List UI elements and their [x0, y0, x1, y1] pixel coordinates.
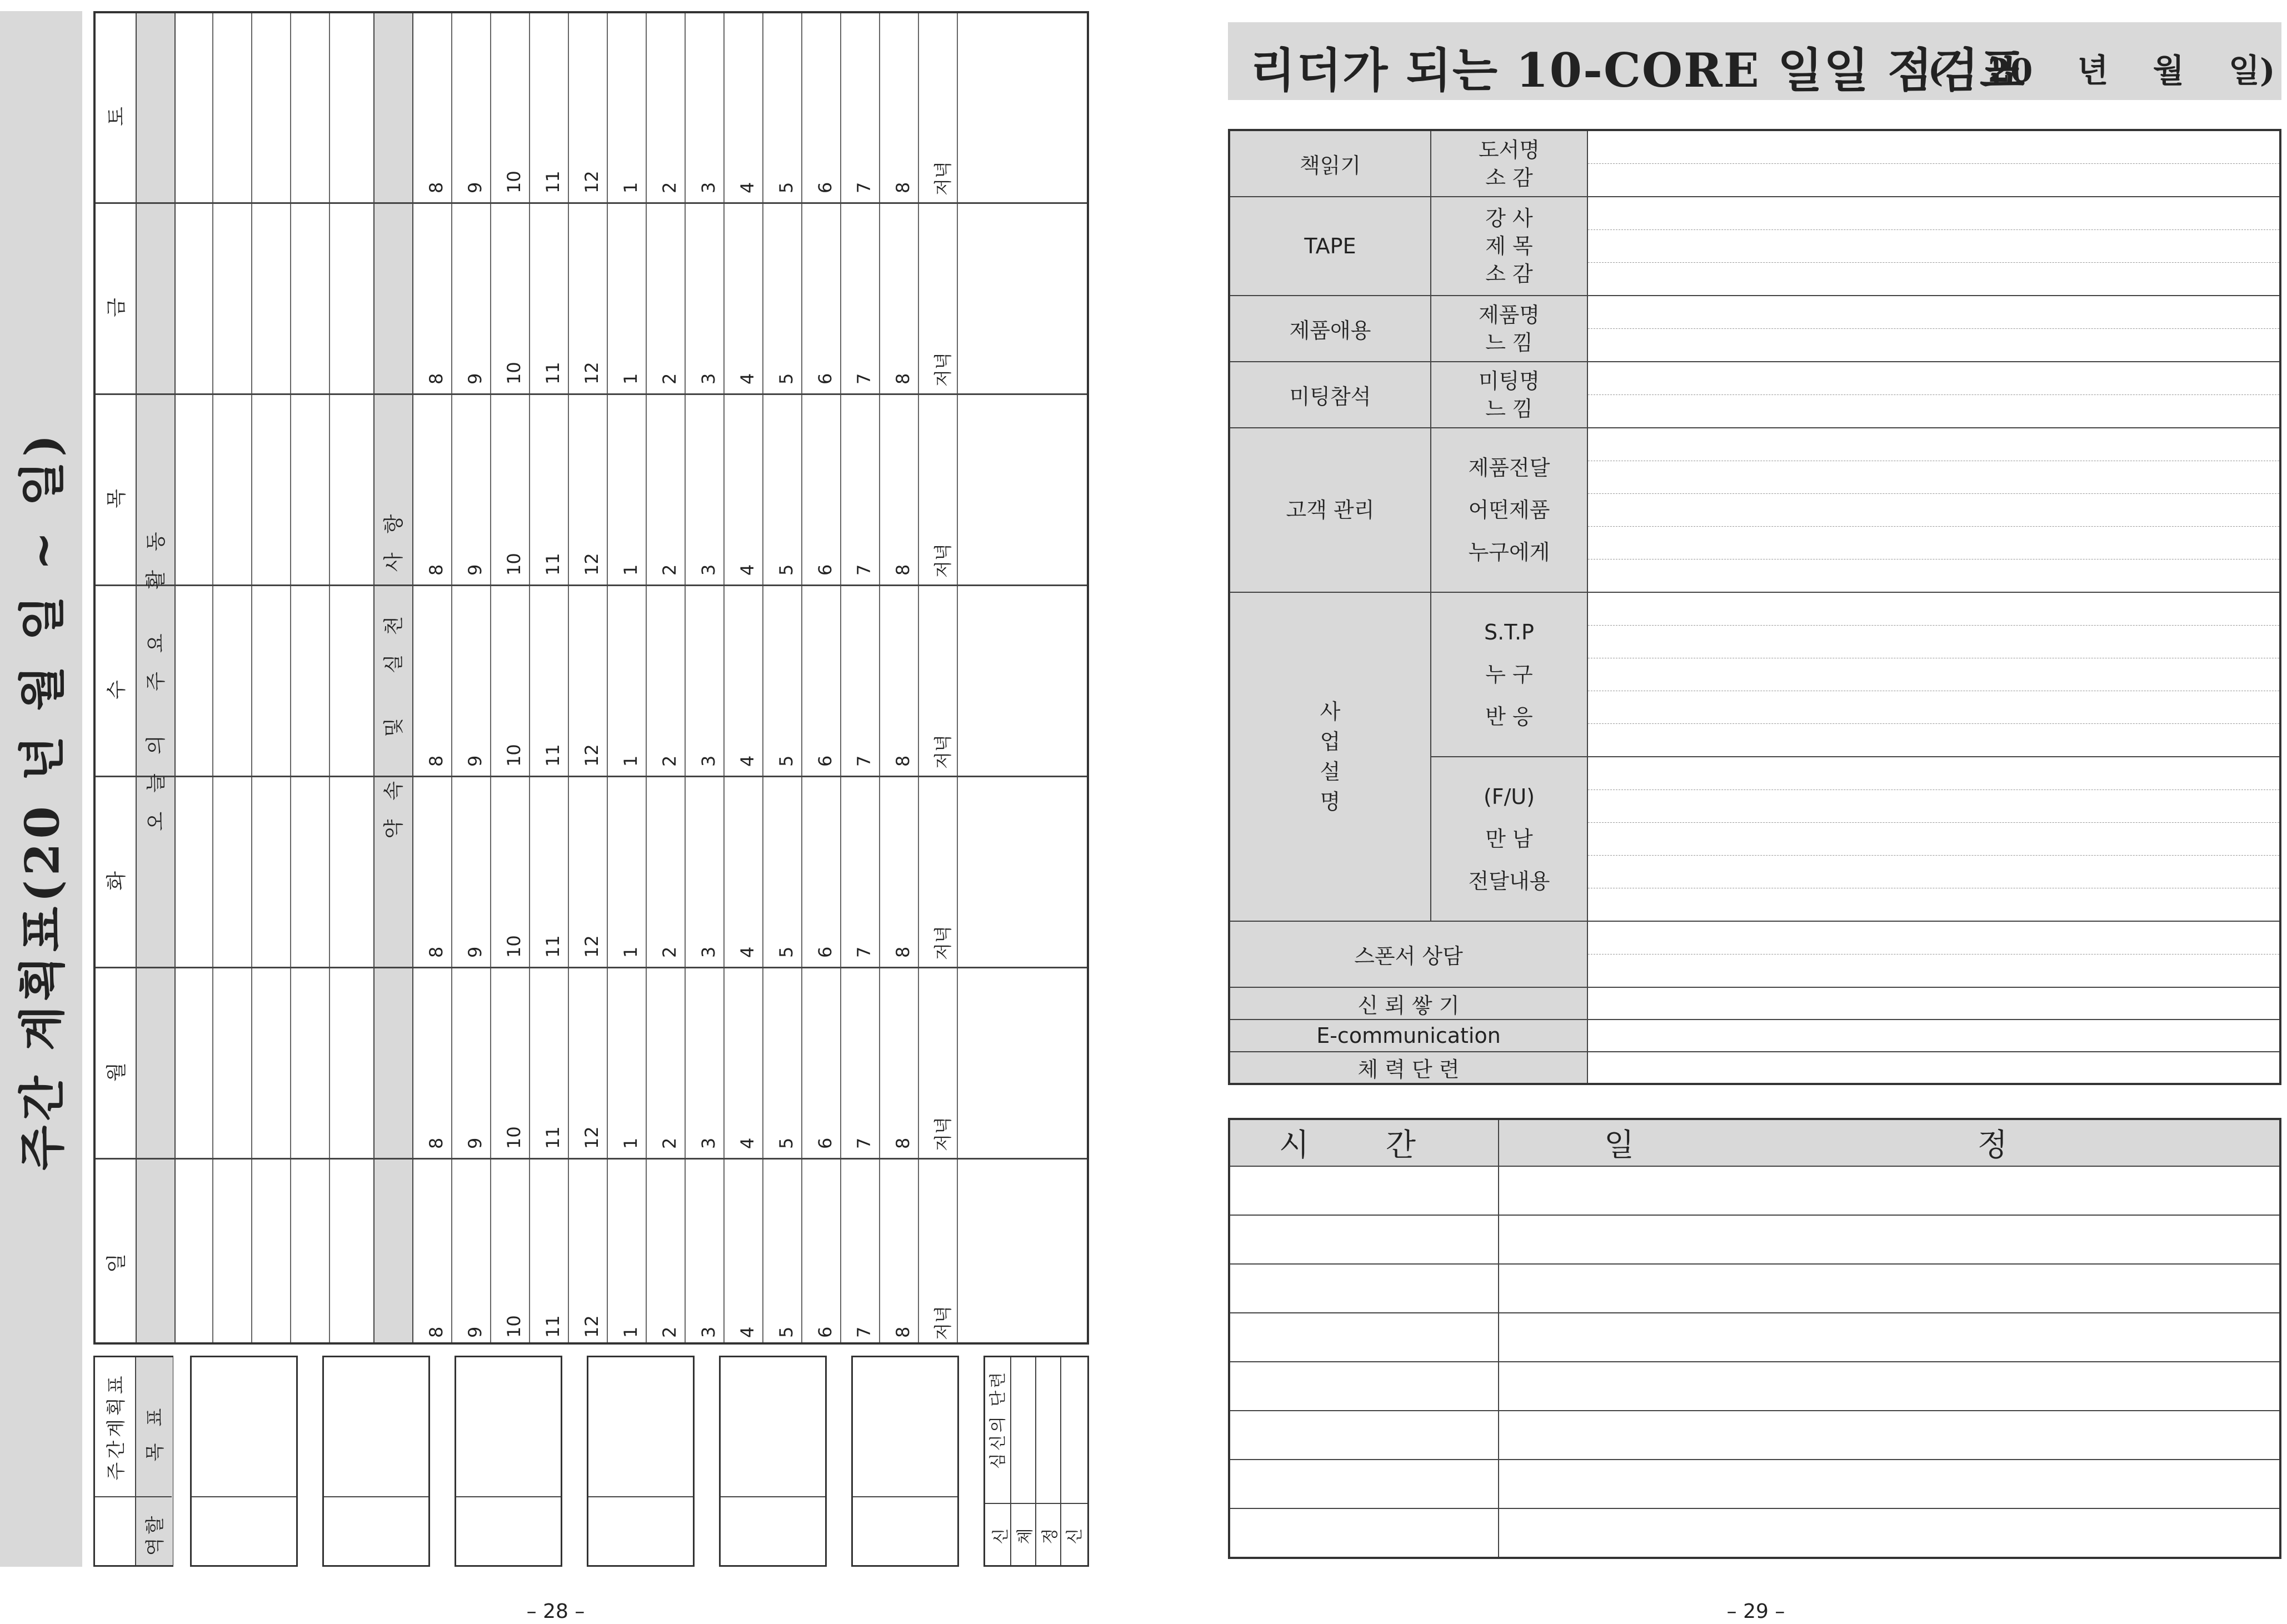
- hour-label: 1: [620, 1326, 641, 1338]
- hour-label: 9: [465, 1326, 486, 1338]
- hour-label: 10: [503, 1315, 525, 1338]
- goal-box-2[interactable]: [322, 1356, 430, 1567]
- hour-label: 4: [737, 1326, 758, 1338]
- hour-label: 7: [853, 1326, 875, 1338]
- hour-label: 2: [659, 182, 680, 193]
- promise-label: 약속 및 실천 사항: [382, 495, 406, 839]
- hour-label: 6: [815, 755, 836, 767]
- hour-label: 9: [465, 755, 486, 767]
- date-label: ( 20 년 월 일): [1928, 52, 2275, 89]
- schedule-time-header: 시 간: [1229, 1119, 1499, 1166]
- hour-label: 8: [892, 1326, 913, 1338]
- hour-label: 10: [503, 744, 525, 767]
- hour-label: 4: [737, 946, 758, 958]
- training-label: 심신의 단련: [988, 1370, 1008, 1470]
- day-label-mon: 월: [105, 1062, 128, 1082]
- hour-label: 2: [659, 373, 680, 384]
- weekly-plan-label: 주간계획표: [105, 1372, 128, 1481]
- sponsor-lines[interactable]: [1587, 921, 2280, 987]
- page-number-left: – 28 –: [526, 1600, 585, 1623]
- hour-label: 2: [659, 1326, 680, 1338]
- goal-box-3[interactable]: [455, 1356, 562, 1567]
- hour-label: 저녁: [932, 352, 953, 387]
- product-lines[interactable]: [1587, 296, 2280, 362]
- hour-label: 10: [503, 553, 525, 576]
- customer-lines[interactable]: [1587, 428, 2280, 592]
- tape-lines[interactable]: [1587, 197, 2280, 296]
- hour-label: 11: [542, 362, 563, 384]
- hour-label: 4: [737, 564, 758, 576]
- hour-label: 8: [426, 1326, 447, 1338]
- hour-label: 12: [581, 1315, 602, 1338]
- fitness-line[interactable]: [1587, 1052, 2280, 1084]
- hour-label: 7: [853, 564, 875, 576]
- hour-label: 7: [853, 1137, 875, 1149]
- hour-label: 8: [426, 1137, 447, 1149]
- hour-label: 2: [659, 755, 680, 767]
- hour-label: 4: [737, 1137, 758, 1149]
- hour-label: 3: [698, 564, 719, 576]
- hour-label: 5: [776, 1137, 797, 1149]
- weekly-grid: [93, 11, 1089, 1345]
- schedule-row[interactable]: [1229, 1215, 2280, 1264]
- page-title-right: 리더가 되는 10-CORE 일일 점검표: [1250, 43, 2026, 98]
- hour-label: 9: [465, 1137, 486, 1149]
- hour-label: 6: [815, 946, 836, 958]
- goal-label: 목표: [144, 1391, 167, 1462]
- hour-label: 8: [892, 755, 913, 767]
- hour-label: 12: [581, 935, 602, 958]
- trust-line[interactable]: [1587, 987, 2280, 1020]
- hour-label: 저녁: [932, 543, 953, 578]
- hour-label: 10: [503, 935, 525, 958]
- hour-label: 11: [542, 171, 563, 193]
- hour-label: 1: [620, 373, 641, 384]
- schedule-row[interactable]: [1229, 1362, 2280, 1411]
- hour-label: 8: [892, 564, 913, 576]
- goal-box-4[interactable]: [587, 1356, 695, 1567]
- hour-label: 10: [503, 171, 525, 193]
- hour-label: 5: [776, 373, 797, 384]
- hour-label: 7: [853, 182, 875, 193]
- day-label-sat: 토: [105, 107, 128, 126]
- hour-label: 8: [426, 373, 447, 384]
- hour-label: 3: [698, 946, 719, 958]
- hour-label: 1: [620, 946, 641, 958]
- reading-lines[interactable]: [1587, 130, 2280, 197]
- hour-label: 9: [465, 564, 486, 576]
- hour-label: 7: [853, 755, 875, 767]
- cat-product-use: 제품애용: [1229, 296, 1431, 362]
- hour-label: 4: [737, 373, 758, 384]
- hour-label: 2: [659, 1137, 680, 1149]
- hour-label: 3: [698, 182, 719, 193]
- hour-label: 8: [892, 373, 913, 384]
- hour-label: 10: [503, 362, 525, 384]
- training-item-4: 신: [1065, 1528, 1085, 1545]
- training-item-3: 정: [1041, 1528, 1060, 1545]
- schedule-plan-header: 일 정: [1499, 1119, 2280, 1166]
- hour-label: 9: [465, 946, 486, 958]
- goal-box-5[interactable]: [719, 1356, 827, 1567]
- hour-label: 저녁: [932, 1306, 953, 1340]
- hour-label: 8: [426, 755, 447, 767]
- sponsor-label: 스폰서 상담: [1229, 921, 1587, 987]
- page-title-left: 주간 계획표(20 년 월 일 ~ 일): [14, 430, 70, 1171]
- hour-label: 6: [815, 1137, 836, 1149]
- day-label-fri: 금: [105, 298, 128, 317]
- cat-tape: TAPE: [1229, 197, 1431, 296]
- hour-label: 6: [815, 373, 836, 384]
- hour-label: 11: [542, 744, 563, 767]
- hour-label: 3: [698, 1326, 719, 1338]
- hour-label: 12: [581, 171, 602, 193]
- training-item-1: 신: [991, 1528, 1011, 1545]
- training-box: [983, 1356, 1089, 1567]
- cat-meeting: 미팅참석: [1229, 362, 1431, 428]
- day-label-thu: 목: [105, 489, 128, 508]
- schedule-row[interactable]: [1229, 1411, 2280, 1460]
- hour-label: 11: [542, 553, 563, 576]
- hour-label: 저녁: [932, 734, 953, 769]
- hour-label: 1: [620, 182, 641, 193]
- day-label-sun: 일: [105, 1253, 128, 1273]
- hour-label: 6: [815, 182, 836, 193]
- hour-label: 11: [542, 1126, 563, 1149]
- schedule-row[interactable]: [1229, 1264, 2280, 1313]
- schedule-row[interactable]: [1229, 1508, 2280, 1558]
- hour-label: 8: [892, 946, 913, 958]
- hour-label: 5: [776, 946, 797, 958]
- hour-label: 8: [426, 564, 447, 576]
- hour-label: 5: [776, 182, 797, 193]
- ecomm-label: E-communication: [1229, 1020, 1587, 1052]
- hour-label: 1: [620, 564, 641, 576]
- fitness-label: 체 력 단 련: [1229, 1052, 1587, 1084]
- core-checklist: 책읽기 도서명 소 감 TAPE 강 사 제 목 소 감 제품애용 제품명 느 낌 미팅참석 미팅명 느 낌 고객 관리 제품전달 어떤제품 누구에게 사업설명 S.T.P 누 구 반 응 (F/U) 만 남 전달내용 스폰서 상담 신 뢰 쌓 기 E-communication 체 력 단 련: [1228, 129, 2281, 1085]
- activities-label: 오늘의 주요 활동: [144, 513, 168, 831]
- training-item-2: 체: [1016, 1528, 1035, 1545]
- schedule-row[interactable]: [1229, 1313, 2280, 1362]
- hour-label: 12: [581, 1126, 602, 1149]
- cat-business: 사업설명: [1229, 592, 1431, 921]
- hour-label: 9: [465, 182, 486, 193]
- business-lines-1[interactable]: [1587, 592, 2280, 757]
- hour-label: 11: [542, 1315, 563, 1338]
- goal-box-6[interactable]: [851, 1356, 959, 1567]
- cat-reading: 책읽기: [1229, 130, 1431, 197]
- hour-label: 7: [853, 946, 875, 958]
- hour-label: 4: [737, 755, 758, 767]
- hour-label: 11: [542, 935, 563, 958]
- hour-label: 2: [659, 946, 680, 958]
- cat-customer: 고객 관리: [1229, 428, 1431, 592]
- hour-label: 1: [620, 755, 641, 767]
- hour-label: 8: [426, 182, 447, 193]
- business-lines-2[interactable]: [1587, 757, 2280, 921]
- hour-label: 5: [776, 1326, 797, 1338]
- day-label-wed: 수: [105, 680, 128, 699]
- hour-label: 1: [620, 1137, 641, 1149]
- hour-label: 5: [776, 564, 797, 576]
- trust-label: 신 뢰 쌓 기: [1229, 987, 1587, 1020]
- hour-label: 3: [698, 373, 719, 384]
- hour-label: 5: [776, 755, 797, 767]
- hour-label: 3: [698, 1137, 719, 1149]
- hour-label: 8: [892, 182, 913, 193]
- hour-label: 9: [465, 373, 486, 384]
- meeting-lines[interactable]: [1587, 362, 2280, 428]
- hour-label: 저녁: [932, 1117, 953, 1151]
- hour-label: 7: [853, 373, 875, 384]
- hour-label: 저녁: [932, 926, 953, 960]
- schedule-table: [1228, 1118, 2281, 1559]
- day-label-tue: 화: [105, 871, 128, 891]
- hour-label: 8: [426, 946, 447, 958]
- hour-label: 6: [815, 1326, 836, 1338]
- hour-label: 저녁: [932, 161, 953, 196]
- hour-label: 12: [581, 744, 602, 767]
- goal-box-1[interactable]: [190, 1356, 298, 1567]
- schedule-row[interactable]: [1229, 1460, 2280, 1508]
- hour-label: 6: [815, 564, 836, 576]
- hour-label: 4: [737, 182, 758, 193]
- page-number-right: – 29 –: [1726, 1600, 1785, 1623]
- weekly-goal-box: [93, 1356, 173, 1567]
- role-label: 역할: [144, 1512, 167, 1556]
- hour-label: 3: [698, 755, 719, 767]
- hour-label: 12: [581, 553, 602, 576]
- hour-label: 10: [503, 1126, 525, 1149]
- hour-label: 8: [892, 1137, 913, 1149]
- hour-label: 2: [659, 564, 680, 576]
- hour-label: 12: [581, 362, 602, 384]
- ecomm-line[interactable]: [1587, 1020, 2280, 1052]
- schedule-row[interactable]: [1229, 1166, 2280, 1215]
